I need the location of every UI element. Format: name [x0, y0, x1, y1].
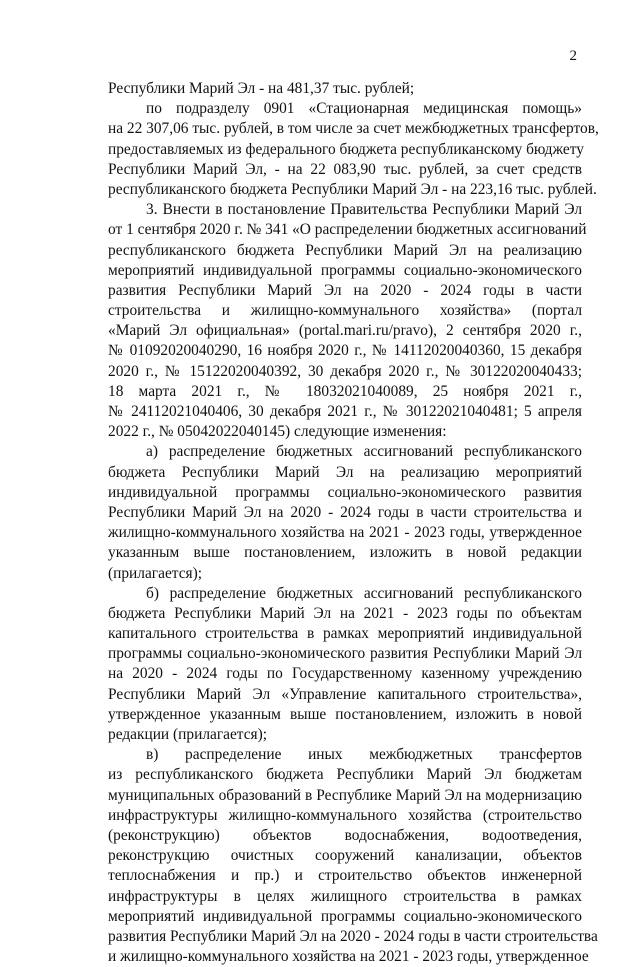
text-line: инфраструктуры в целях жилищного строительства в рамках — [108, 887, 582, 905]
text-line: в) распределение иных межбюджетных трансфертов — [146, 746, 582, 764]
text-line: 2022 г., № 05042022040145) следующие изменения: — [108, 423, 447, 441]
text-line: мероприятий индивидуальной программы социально-экономического — [108, 261, 582, 279]
text-line: Республики Марий Эл - на 481,37 тыс. рублей; — [108, 80, 415, 97]
text-line: капитального строительства в рамках мероприятий индивидуальной — [108, 625, 582, 643]
text-line: на 22 307,06 тыс. рублей, в том числе за счет межбюджетных трансфертов, — [108, 120, 599, 138]
text-line: Республики Марий Эл на 2020 - 2024 годы в части строительства и — [108, 503, 582, 521]
text-line: программы социально-экономического развития Республики Марий Эл — [108, 645, 582, 663]
text-line: от 1 сентября 2020 г. № 341 «О распределении бюджетных ассигнований — [108, 221, 587, 239]
text-line: предоставляемых из федерального бюджета республиканскому бюджету — [108, 140, 584, 158]
text-line: «Марий Эл официальная» (portal.mari.ru/pravo), 2 сентября 2020 г., — [108, 322, 582, 340]
text-line: редакции (прилагается); — [108, 726, 268, 743]
text-line: № 01092020040290, 16 ноября 2020 г., № 14112020040360, 15 декабря — [108, 342, 582, 360]
text-line: развития Республики Марий Эл на 2020 - 2024 годы в части — [108, 281, 582, 299]
text-line: на 2020 - 2024 годы по Государственному казенному учреждению — [108, 665, 582, 683]
text-line: реконструкцию очистных сооружений канализации, объектов — [108, 847, 582, 865]
text-line: № 24112021040406, 30 декабря 2021 г., № 30122021040481; 5 апреля — [108, 403, 582, 420]
text-line: теплоснабжения и пр.) и строительство объектов инженерной — [108, 867, 582, 885]
document-body — [108, 79, 599, 967]
text-line: (реконструкцию) объектов водоснабжения, водоотведения, — [108, 826, 582, 844]
text-line: 2020 г., № 15122020040392, 30 декабря 2020 г., № 30122020040433; — [108, 362, 582, 380]
text-line: мероприятий индивидуальной программы социально-экономического — [108, 907, 582, 925]
text-line: утвержденное указанным выше постановлением, изложить в новой — [108, 705, 582, 723]
text-line: муниципальных образований в Республике Марий Эл на модернизацию — [108, 786, 582, 804]
text-line: 18 марта 2021 г., № 18032021040089, 25 ноября 2021 г., — [108, 382, 582, 400]
text-line: бюджета Республики Марий Эл на реализацию мероприятий — [108, 463, 582, 481]
text-line: Республики Марий Эл «Управление капитального строительства», — [108, 685, 582, 703]
text-line: указанным выше постановлением, изложить в новой редакции — [108, 544, 582, 562]
text-line: развития Республики Марий Эл на 2020 - 2024 годы в части строительства — [108, 927, 598, 945]
text-line: республиканского бюджета Республики Марий Эл на реализацию — [108, 241, 582, 259]
page-number: 2 — [569, 48, 577, 64]
text-line: жилищно-коммунального хозяйства на 2021 - 2023 годы, утвержденное — [108, 524, 582, 542]
text-line: б) распределение бюджетных ассигнований республиканского — [146, 584, 582, 602]
text-line: бюджета Республики Марий Эл на 2021 - 2023 годы по объектам — [108, 604, 582, 622]
text-line: по подразделу 0901 «Стационарная медицинская помощь» — [146, 100, 582, 118]
text-line: 3. Внести в постановление Правительства Республики Марий Эл — [146, 201, 582, 219]
text-line: и жилищно-коммунального хозяйства на 2021 - 2023 годы, утвержденное — [108, 948, 589, 966]
text-line: (прилагается); — [108, 564, 203, 582]
text-line: а) распределение бюджетных ассигнований республиканского — [146, 443, 582, 461]
text-line: из республиканского бюджета Республики Марий Эл бюджетам — [108, 766, 582, 784]
text-line: республиканского бюджета Республики Марий Эл - на 223,16 тыс. рублей. — [108, 180, 597, 198]
text-line: Республики Марий Эл, - на 22 083,90 тыс. рублей, за счет средств — [108, 160, 582, 178]
text-line: строительства и жилищно-коммунального хозяйства» (портал — [108, 302, 582, 320]
text-line: инфраструктуры жилищно-коммунального хозяйства (строительство — [108, 806, 582, 824]
text-line: индивидуальной программы социально-экономического развития — [108, 483, 582, 501]
